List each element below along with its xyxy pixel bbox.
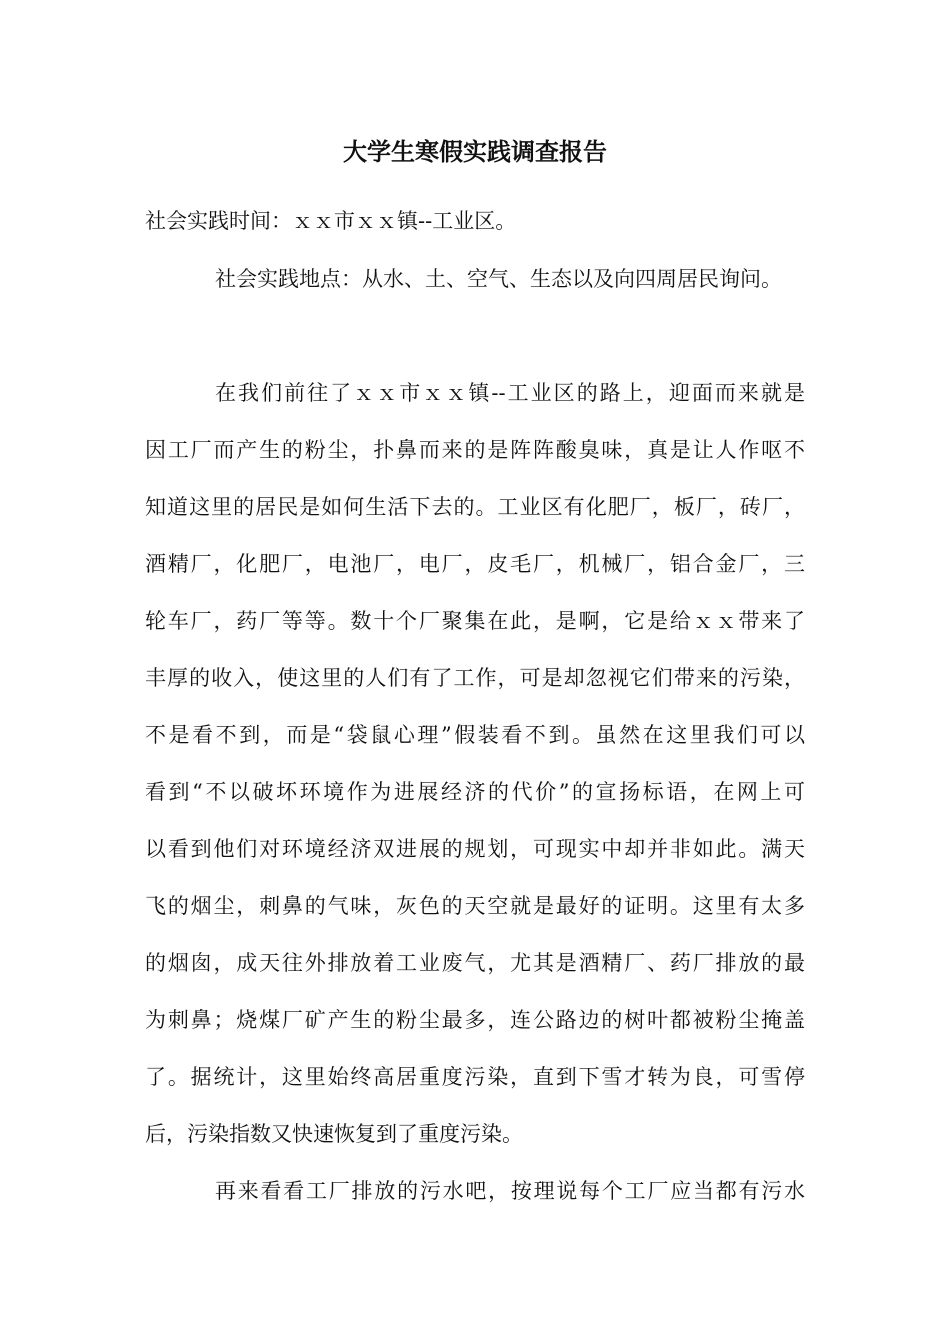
paragraph-line: 以看到他们对环境经济双进展的规划，可现实中却并非如此。满天 [145,837,805,861]
paragraph-line: 酒精厂，化肥厂，电池厂，电厂，皮毛厂，机械厂，铝合金厂，三 [145,552,805,576]
practice-time-line: 社会实践时间：ｘｘ市ｘｘ镇--工业区。 [145,209,517,233]
paragraph-line: 后，污染指数又快速恢复到了重度污染。 [145,1122,523,1146]
paragraph-line: 知道这里的居民是如何生活下去的。工业区有化肥厂，板厂，砖厂， [145,495,805,519]
paragraph-line: 在我们前往了ｘｘ市ｘｘ镇--工业区的路上，迎面而来就是 [215,381,805,405]
paragraph-line: 飞的烟尘，刺鼻的气味，灰色的天空就是最好的证明。这里有太多 [145,894,805,918]
paragraph-line: 不是看不到，而是“袋鼠心理”假装看不到。虽然在这里我们可以 [145,723,805,747]
paragraph-line: 轮车厂，药厂等等。数十个厂聚集在此，是啊，它是给ｘｘ带来了 [145,609,805,633]
paragraph-line: 看到“不以破坏环境作为进展经济的代价”的宣扬标语，在网上可 [145,780,805,804]
paragraph-line: 再来看看工厂排放的污水吧，按理说每个工厂应当都有污水 [215,1179,805,1203]
paragraph-line: 为刺鼻；烧煤厂矿产生的粉尘最多，连公路边的树叶都被粉尘掩盖 [145,1008,805,1032]
paragraph-line: 了。据统计，这里始终高居重度污染，直到下雪才转为良，可雪停 [145,1065,805,1089]
document-title: 大学生寒假实践调查报告 [343,138,607,166]
paragraph-line: 丰厚的收入，使这里的人们有了工作，可是却忽视它们带来的污染， [145,666,805,690]
practice-place-line: 社会实践地点：从水、土、空气、生态以及向四周居民询问。 [215,267,782,291]
paragraph-line: 因工厂而产生的粉尘，扑鼻而来的是阵阵酸臭味，真是让人作呕不 [145,438,805,462]
paragraph-line: 的烟囱，成天往外排放着工业废气，尤其是酒精厂、药厂排放的最 [145,951,805,975]
